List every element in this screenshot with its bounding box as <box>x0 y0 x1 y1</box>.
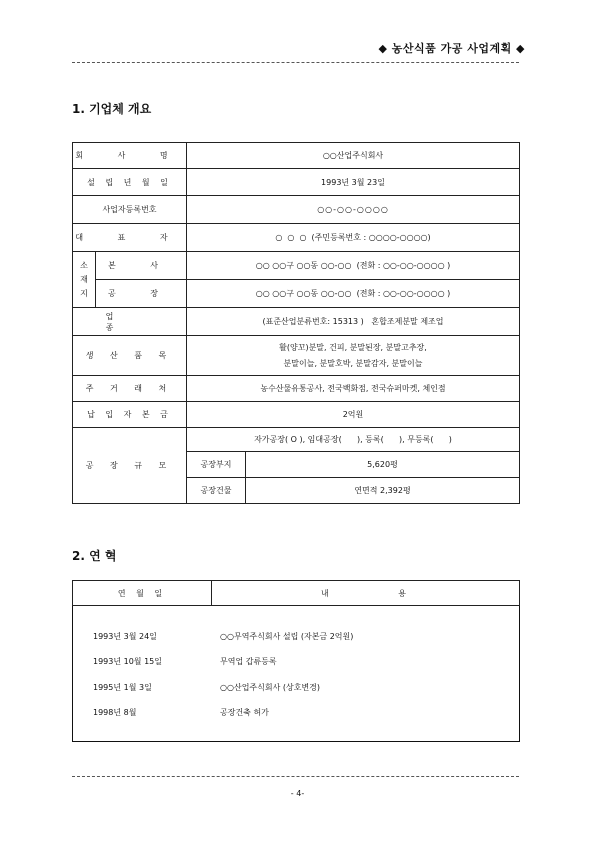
industry-value: (표준산업분류번호: 15313 ) 혼합조제분말 제조업 <box>187 308 520 336</box>
factory-land-label: 공장부지 <box>187 452 246 478</box>
capital-label: 납 입 자 본 금 <box>73 402 187 428</box>
hq-label: 본 사 <box>96 252 187 280</box>
factory-building-value: 연면적 2,392평 <box>246 478 520 504</box>
footer-divider <box>72 776 519 777</box>
history-content: 무역업 갑류등록 <box>220 657 277 666</box>
business-number-value: ○○-○○-○○○○ <box>187 196 520 224</box>
factory-type-value: 자가공장( O ), 임대공장( ), 등록( ), 무등록( ) <box>187 428 520 452</box>
factory-scale-label: 공 장 규 모 <box>73 428 187 504</box>
page-number: - 4- <box>290 789 305 798</box>
industry-label: 업 종 <box>73 308 187 336</box>
history-date: 1995년 1월 3일 <box>93 683 152 692</box>
founded-label: 설 립 년 월 일 <box>73 169 187 196</box>
history-date: 1993년 3월 24일 <box>93 632 157 641</box>
ceo-value: ○ ○ ○ (주민등록번호 : ○○○○-○○○○) <box>187 224 520 252</box>
clients-value: 농수산물유통공사, 전국백화점, 전국슈퍼마켓, 체인점 <box>187 376 520 402</box>
section-2-title: 2. 연 혁 <box>72 549 117 563</box>
history-content: ○○무역주식회사 설립 (자본금 2억원) <box>220 632 354 641</box>
history-content: 공장건축 허가 <box>220 708 269 717</box>
products-value <box>187 336 520 376</box>
history-date: 1993년 10월 15일 <box>93 657 162 666</box>
location-label <box>73 252 96 308</box>
section-1-title: 1. 기업체 개요 <box>72 102 152 116</box>
factory-label: 공 장 <box>96 280 187 308</box>
capital-value: 2억원 <box>187 402 520 428</box>
history-content: ○○산업주식회사 (상호변경) <box>220 683 321 692</box>
ceo-label: 대 표 자 <box>73 224 187 252</box>
factory-building-label: 공장건물 <box>187 478 246 504</box>
clients-label: 주 거 래 처 <box>73 376 187 402</box>
company-name-label: 회 사 명 <box>73 143 187 169</box>
company-overview-table <box>72 142 520 504</box>
history-body <box>73 606 520 742</box>
products-line-1: 활(양꼬)분말, 건피, 분말된장, 분말고추장, <box>279 342 427 352</box>
company-name-value: ○○산업주식회사 <box>187 143 520 169</box>
history-content-header: 내 용 <box>212 581 520 606</box>
document-header-title: ◆ 농산식품 가공 사업계획 ◆ <box>378 42 525 55</box>
header-divider <box>72 62 519 63</box>
hq-address-value: ○○ ○○구 ○○동 ○○-○○ (전화 : ○○-○○-○○○○ ) <box>187 252 520 280</box>
founded-value: 1993년 3월 23일 <box>187 169 520 196</box>
products-line-2: 분말이늘, 분말호박, 분말감자, 분말이늘 <box>283 358 423 368</box>
location-label-text: 소재지 <box>80 260 88 298</box>
factory-land-value: 5,620평 <box>246 452 520 478</box>
factory-address-value: ○○ ○○구 ○○동 ○○-○○ (전화 : ○○-○○-○○○○ ) <box>187 280 520 308</box>
business-number-label: 사업자등록번호 <box>73 196 187 224</box>
products-label: 생 산 품 목 <box>73 336 187 376</box>
history-date-header: 연 월 일 <box>73 581 212 606</box>
history-date: 1998년 8월 <box>93 708 137 717</box>
